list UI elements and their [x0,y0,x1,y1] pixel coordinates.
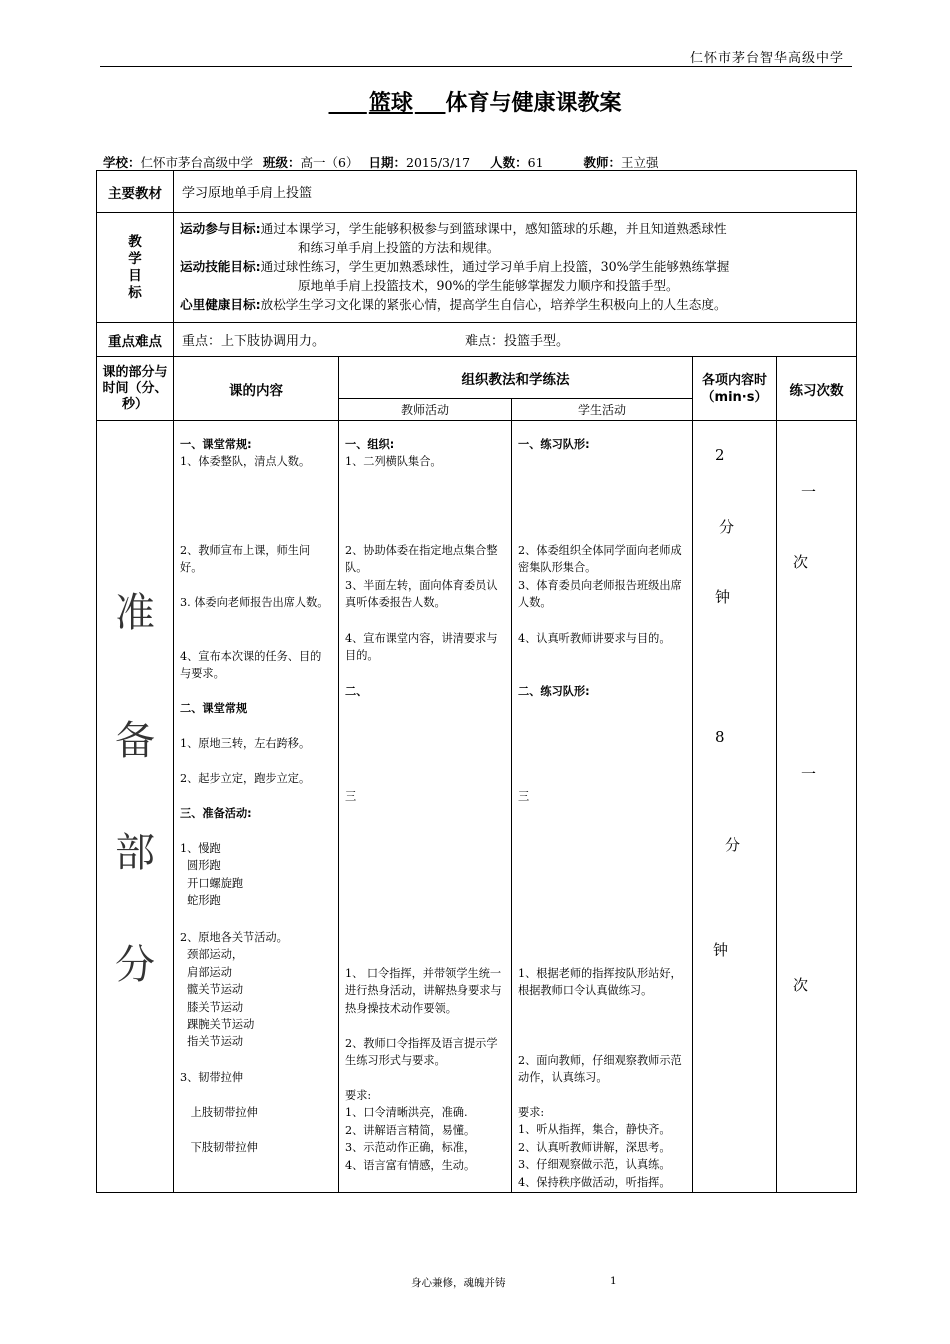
keypoints-row [97,323,857,357]
teacher-block-4: 4、宣布课堂内容，讲清要求与目的。 [345,632,498,663]
section-char-3: 部 [115,830,155,876]
section-char-4: 分 [115,942,155,988]
teacher-block-3: 3、半面左转，面向体育委员认真听体委报告人数。 [345,579,498,610]
page-number: 1 [610,1275,617,1287]
keypoints-label: 重点难点 [97,323,174,357]
content-block-10: 2、原地各关节活动。 颈部运动， 肩部运动 髋关节运动 膝关节运动 踝腕关节运动 指关节运动 [180,931,288,1049]
header-school: 仁怀市茅台智华高级中学 [689,51,844,66]
school-value: 仁怀市茅台高级中学 [140,155,254,170]
section-name-cell [97,421,174,1193]
student-block-2: 2、体委组织全体同学面向老师成密集队形集合。 [518,544,682,575]
lesson-plan-table [96,170,857,1193]
student-requirements: 要求: 1、听从指挥，集合，静快齐。 2、认真听教师讲解，深思考。 3、仔细观察做示范，认真练。 4、保持秩序做活动，听指挥。 [518,1106,671,1189]
col-student: 学生活动 [512,399,693,421]
section-char-1: 准 [115,590,155,636]
content-block-5: 二、课堂常规 [180,702,248,715]
teacher-activity-cell [339,421,512,1193]
teacher-block-2: 2、协助体委在指定地点集合整队。 [345,544,498,575]
time-b-value: 8 [715,728,725,746]
page-title [0,86,950,117]
date-value: 2015/3/17 [406,155,471,170]
teacher-block-7: 1、 口令指挥，并带领学生统一进行热身活动，讲解热身要求与热身操技术动作要领。 [345,967,502,1015]
column-header-row [97,357,857,399]
student-block-8: 2、面向教师，仔细观察教师示范动作，认真练习。 [518,1054,682,1085]
class-value: 高一（6） [300,155,359,170]
material-text: 学习原地单手肩上投篮 [174,171,857,213]
footer-motto: 身心兼修，魂魄并铸 [411,1277,506,1289]
section-char-2: 备 [115,718,155,764]
student-block-4: 4、认真听教师讲要求与目的。 [518,632,671,645]
teacher-block-6: 三 [345,790,357,803]
content-block-1: 一、课堂常规: 1、体委整队，清点人数。 [180,438,311,469]
content-block-8: 三、准备活动: [180,807,252,820]
teacher-block-8: 2、教师口令指挥及语言提示学生练习形式与要求。 [345,1037,498,1068]
student-block-6: 三 [518,790,530,803]
teacher-value: 王立强 [621,155,659,170]
prep-section-row [97,421,857,1193]
count-value: 61 [527,155,544,170]
reps-a-count: 一 [801,483,817,501]
col-method: 组织教法和学练法 [339,357,693,399]
col-part: 课的部分与时间（分、秒） [97,357,174,421]
student-block-7: 1、根据老师的指挥按队形站好，根据教师口令认真做练习。 [518,967,682,998]
content-cell [174,421,339,1193]
content-block-4: 4、宣布本次课的任务、目的与要求。 [180,650,322,681]
content-block-2: 2、教师宣布上课，师生问好。 [180,544,311,575]
content-block-9: 1、慢跑 圆形跑 开口螺旋跑 蛇形跑 [180,842,244,908]
difficulty-text: 难点：投篮手型。 [465,334,570,349]
content-block-6: 1、原地三转，左右跨移。 [180,737,311,750]
time-b-unit1: 分 [725,836,741,854]
reps-b-unit: 次 [793,976,809,994]
content-block-7: 2、起步立定，跑步立定。 [180,772,311,785]
content-block-12: 上肢韧带拉伸 [190,1106,258,1119]
goals-row [97,213,857,323]
keypoints-text [174,323,857,357]
teacher-block-1: 一、组织: 1、二列横队集合。 [345,438,442,469]
student-activity-cell [512,421,693,1193]
time-a-value: 2 [715,446,725,464]
student-block-5: 二、练习队形: [518,685,590,698]
goals-label: 教学目标 [97,213,174,323]
time-b-unit2: 钟 [713,941,729,959]
lesson-info [103,153,659,171]
teacher-block-5: 二、 [345,685,368,698]
title-rest: 体育与健康课教案 [445,91,622,116]
material-label: 主要教材 [97,171,174,213]
material-row [97,171,857,213]
count-label: 人数： [490,155,528,170]
student-block-3: 3、体育委员向老师报告班级出席人数。 [518,579,682,610]
goal-participation-label: 运动参与目标: [180,221,261,236]
date-label: 日期： [368,155,407,170]
teacher-requirements: 要求: 1、口令清晰洪亮，准确. 2、讲解语言精简，易懂。 3、示范动作正确，标准， 4、语言富有情感，生动。 [345,1089,476,1172]
goal-skill-label: 运动技能目标: [180,259,261,274]
content-block-11: 3、韧带拉伸 [180,1071,244,1084]
reps-a-unit: 次 [793,553,809,571]
goal-mental-label: 心里健康目标: [180,297,261,312]
time-a-unit1: 分 [719,518,735,536]
reps-b-count: 一 [801,765,817,783]
goals-text: 运动参与目标:通过本课学习，学生能够积极参与到篮球课中，感知篮球的乐趣，并且知道熟悉球性 和练习单手肩上投篮的方法和规律。 运动技能目标:通过球性练习，学生更加熟悉球性，通过学习单手肩上投篮，30%学生能够熟练掌握 原地单手肩上投篮技术，90%的学生能够掌握发力顺序和投篮手型。 心里健康目标:放松学生学习文化课的紧张心情，提高学生自信心，培养学生积极向上的人生态度。 [174,213,857,323]
col-teacher: 教师活动 [339,399,512,421]
student-block-1: 一、练习队形: [518,438,590,451]
header-rule [100,66,852,67]
content-block-3: 3. 体委向老师报告出席人数。 [180,596,329,609]
col-content: 课的内容 [174,357,339,421]
col-reps: 练习次数 [777,357,857,421]
reps-cell [777,421,857,1193]
time-cell [693,421,777,1193]
focus-text: 重点：上下肢协调用力。 [182,334,326,349]
time-a-unit2: 钟 [715,588,731,606]
teacher-label: 教师： [583,155,622,170]
school-label: 学校： [103,155,141,170]
class-label: 班级： [263,155,301,170]
content-block-13: 下肢韧带拉伸 [190,1141,258,1154]
title-subject: 篮球 [368,91,413,116]
col-time: 各项内容时（min·s） [693,357,777,421]
